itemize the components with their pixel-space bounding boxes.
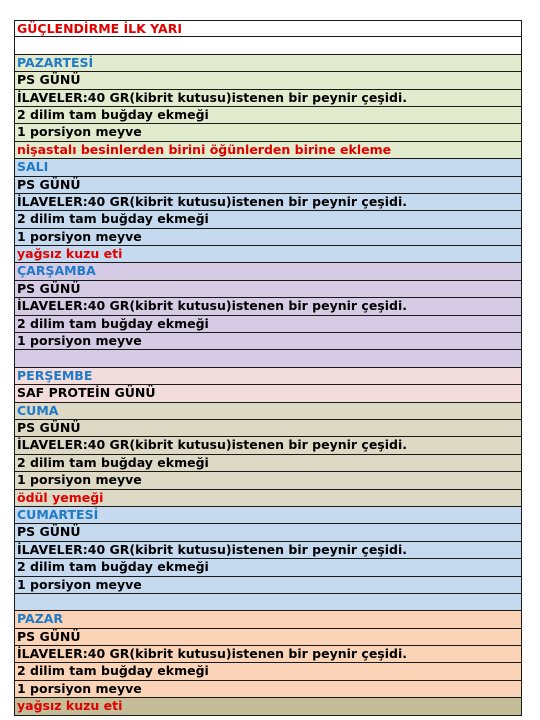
plan-line: İLAVELER:40 GR(kibrit kutusu)istenen bir peynir çeşidi.	[15, 298, 521, 315]
plan-line: 1 porsiyon meyve	[15, 577, 521, 594]
day-header-persembe: PERŞEMBE	[15, 368, 521, 385]
day-header-sali: SALI	[15, 159, 521, 176]
plan-line: 1 porsiyon meyve	[15, 229, 521, 246]
plan-line: 2 dilim tam buğday ekmeği	[15, 455, 521, 472]
plan-title: GÜÇLENDİRME İLK YARI	[15, 20, 521, 37]
plan-line: İLAVELER:40 GR(kibrit kutusu)istenen bir peynir çeşidi.	[15, 194, 521, 211]
spacer-row	[15, 37, 521, 54]
day-header-cumartesi: CUMARTESİ	[15, 507, 521, 524]
plan-line: PS GÜNÜ	[15, 629, 521, 646]
plan-line: 2 dilim tam buğday ekmeği	[15, 211, 521, 228]
plan-line: İLAVELER:40 GR(kibrit kutusu)istenen bir peynir çeşidi.	[15, 646, 521, 663]
plan-line: İLAVELER:40 GR(kibrit kutusu)istenen bir peynir çeşidi.	[15, 542, 521, 559]
plan-line: PS GÜNÜ	[15, 177, 521, 194]
day-header-cuma: CUMA	[15, 403, 521, 420]
day-header-pazar: PAZAR	[15, 611, 521, 628]
plan-line: İLAVELER:40 GR(kibrit kutusu)istenen bir peynir çeşidi.	[15, 437, 521, 454]
diet-plan-table	[14, 20, 522, 716]
plan-line: PS GÜNÜ	[15, 72, 521, 89]
extra-note: yağsız kuzu eti	[15, 698, 521, 715]
plan-line: 1 porsiyon meyve	[15, 472, 521, 489]
plan-line: SAF PROTEİN GÜNÜ	[15, 385, 521, 402]
plan-line: 1 porsiyon meyve	[15, 124, 521, 141]
plan-line: PS GÜNÜ	[15, 524, 521, 541]
plan-line: İLAVELER:40 GR(kibrit kutusu)istenen bir peynir çeşidi.	[15, 90, 521, 107]
plan-line: PS GÜNÜ	[15, 420, 521, 437]
day-header-pazartesi: PAZARTESİ	[15, 55, 521, 72]
plan-line: 2 dilim tam buğday ekmeği	[15, 663, 521, 680]
plan-line: 2 dilim tam buğday ekmeği	[15, 107, 521, 124]
plan-line: 2 dilim tam buğday ekmeği	[15, 559, 521, 576]
day-header-carsamba: ÇARŞAMBA	[15, 263, 521, 280]
plan-line: 1 porsiyon meyve	[15, 333, 521, 350]
empty-row	[15, 350, 521, 367]
plan-line: 2 dilim tam buğday ekmeği	[15, 316, 521, 333]
plan-line: PS GÜNÜ	[15, 281, 521, 298]
extra-note: yağsız kuzu eti	[15, 246, 521, 263]
plan-line: 1 porsiyon meyve	[15, 681, 521, 698]
extra-note: ödül yemeği	[15, 490, 521, 507]
empty-row	[15, 594, 521, 611]
extra-note: nişastalı besinlerden birini öğünlerden birine ekleme	[15, 142, 521, 159]
